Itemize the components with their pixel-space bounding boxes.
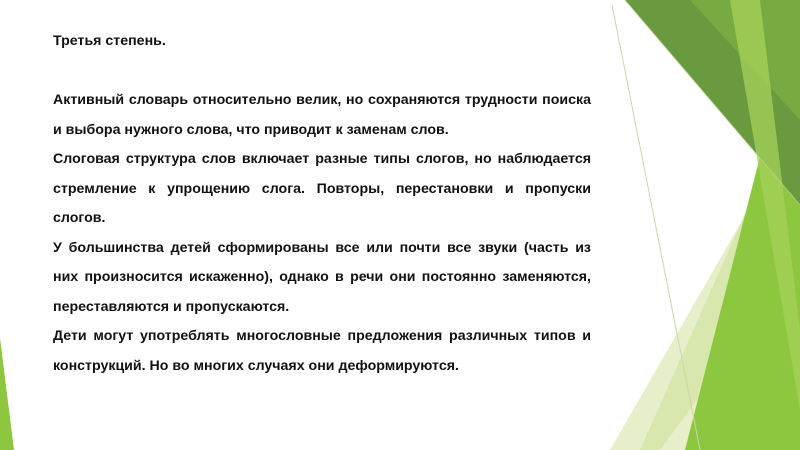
paragraph-sentences: Дети могут употреблять многословные предложения различных типов и конструкций. Но во многих случаях они деформируются.	[53, 328, 591, 374]
paragraph-vocabulary: Активный словарь относительно велик, но сохраняются трудности поиска и выбора нужного слова, что приводит к заменам слов.	[53, 92, 591, 138]
slide-text-block	[53, 27, 591, 381]
left-green-sliver	[0, 338, 14, 450]
paragraph-syllable-structure: Слоговая структура слов включает разные типы слогов, но наблюдается стремление к упрощению слога. Повторы, перестановки и пропуски слогов.	[53, 151, 591, 226]
paragraph-sounds: У большинства детей сформированы все или почти все звуки (часть из них произносится искаженно), однако в речи они постоянно заменяются, переставляются и пропускаются.	[53, 239, 591, 315]
slide-heading: Третья степень.	[53, 33, 166, 49]
